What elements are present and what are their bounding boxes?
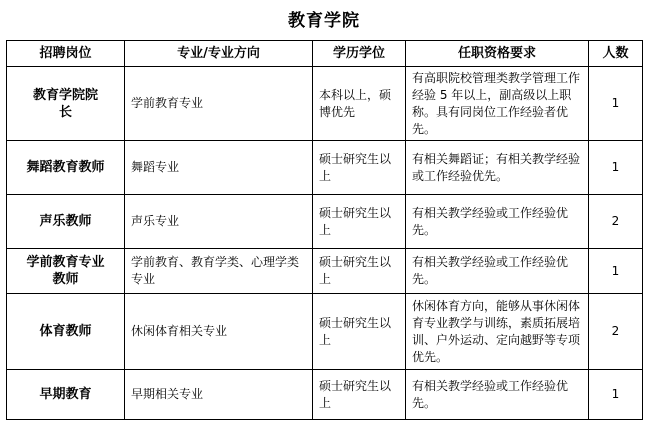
requirements-cell: 有相关舞蹈证；有相关教学经验或工作经验优先。: [406, 141, 589, 195]
education-cell: 硕士研究生以上: [313, 141, 406, 195]
position-cell: 舞蹈教育教师: [7, 141, 125, 195]
table-row: [7, 294, 643, 370]
major-cell: 声乐专业: [125, 195, 313, 249]
major-cell: 休闲体育相关专业: [125, 294, 313, 370]
count-cell: 1: [589, 370, 643, 420]
position-cell: 教育学院院长: [7, 67, 125, 141]
education-cell: 本科以上，硕博优先: [313, 67, 406, 141]
table-row: [7, 249, 643, 294]
header-requirements: 任职资格要求: [406, 41, 589, 67]
requirements-cell: 有相关教学经验或工作经验优先。: [406, 195, 589, 249]
position-cell: 声乐教师: [7, 195, 125, 249]
major-cell: 早期相关专业: [125, 370, 313, 420]
table-row: [7, 141, 643, 195]
education-cell: 硕士研究生以上: [313, 249, 406, 294]
count-cell: 1: [589, 141, 643, 195]
header-major: 专业/专业方向: [125, 41, 313, 67]
count-cell: 1: [589, 67, 643, 141]
count-cell: 1: [589, 249, 643, 294]
table-row: [7, 67, 643, 141]
table-header-row: [7, 41, 643, 67]
education-cell: 硕士研究生以上: [313, 294, 406, 370]
position-cell: 学前教育专业教师: [7, 249, 125, 294]
requirements-cell: 有相关教学经验或工作经验优先。: [406, 370, 589, 420]
major-cell: 舞蹈专业: [125, 141, 313, 195]
requirements-cell: 休闲体育方向，能够从事休闲体育专业教学与训练，素质拓展培训、户外运动、定向越野等专项优先。: [406, 294, 589, 370]
recruitment-table: [6, 40, 643, 420]
header-position: 招聘岗位: [7, 41, 125, 67]
education-cell: 硕士研究生以上: [313, 370, 406, 420]
requirements-cell: 有相关教学经验或工作经验优先。: [406, 249, 589, 294]
major-cell: 学前教育、教育学类、心理学类专业: [125, 249, 313, 294]
count-cell: 2: [589, 195, 643, 249]
position-cell: 体育教师: [7, 294, 125, 370]
page-title: 教育学院: [288, 11, 360, 31]
count-cell: 2: [589, 294, 643, 370]
header-education: 学历学位: [313, 41, 406, 67]
education-cell: 硕士研究生以上: [313, 195, 406, 249]
header-count: 人数: [589, 41, 643, 67]
table-row: [7, 195, 643, 249]
requirements-cell: 有高职院校管理类教学管理工作经验 5 年以上，副高级以上职称。具有同岗位工作经验者优先。: [406, 67, 589, 141]
table-row: [7, 370, 643, 420]
major-cell: 学前教育专业: [125, 67, 313, 141]
position-cell: 早期教育: [7, 370, 125, 420]
